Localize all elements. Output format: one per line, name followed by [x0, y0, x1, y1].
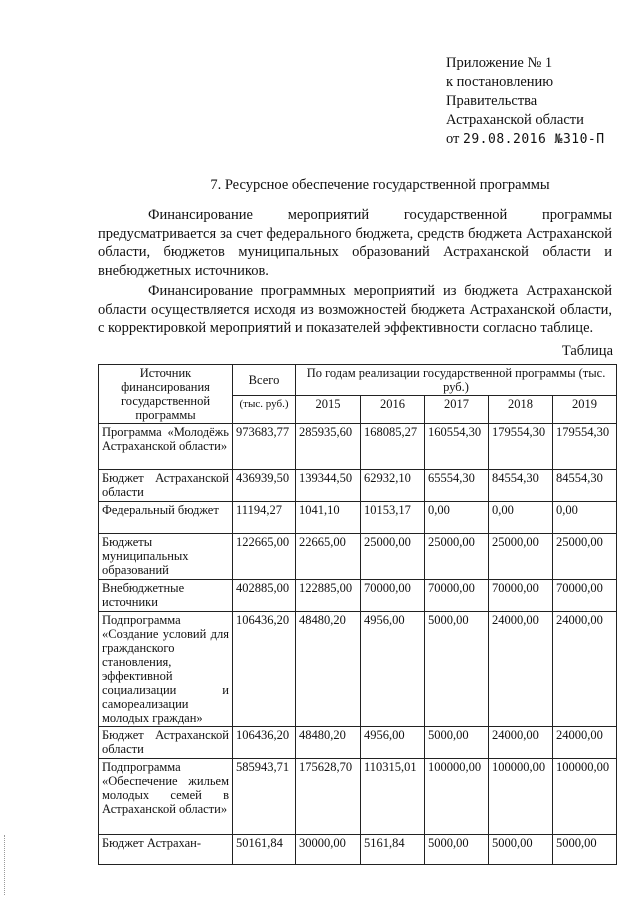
row-value-2016: 10153,17 [361, 502, 425, 534]
appendix-line-2: к постановлению [446, 74, 554, 90]
header-total: Всего [233, 365, 296, 396]
row-value-2016: 25000,00 [361, 534, 425, 580]
row-total: 402885,00 [233, 580, 296, 612]
row-value-2018: 5000,00 [489, 835, 553, 865]
table-caption: Таблица [561, 343, 613, 359]
row-total: 106436,20 [233, 727, 296, 759]
date-number-stamp: 29.08.2016 №310-П [463, 132, 605, 147]
paragraph-2-text: Финансирование программных мероприятий из бюджета Астраханской области осуществляется исходя из возможностей бюджета Астраханской области, с корректировкой мероприятий и показателей эффективности согласно таблице. [98, 283, 612, 336]
row-source: Федеральный бюджет [99, 502, 233, 534]
row-value-2018: 24000,00 [489, 612, 553, 727]
row-value-2018: 70000,00 [489, 580, 553, 612]
appendix-line-4: Астраханской области [446, 112, 584, 128]
appendix-block [446, 54, 605, 149]
table-row [99, 759, 617, 835]
appendix-date-prefix: от [446, 131, 460, 147]
row-value-2019: 70000,00 [553, 580, 617, 612]
row-value-2016: 110315,01 [361, 759, 425, 835]
row-value-2017: 100000,00 [425, 759, 489, 835]
row-total: 122665,00 [233, 534, 296, 580]
row-total: 973683,77 [233, 424, 296, 470]
row-value-2017: 5000,00 [425, 727, 489, 759]
row-value-2016: 62932,10 [361, 470, 425, 502]
row-value-2016: 5161,84 [361, 835, 425, 865]
table-row [99, 580, 617, 612]
table-row [99, 612, 617, 727]
row-value-2015: 48480,20 [296, 612, 361, 727]
row-value-2017: 5000,00 [425, 835, 489, 865]
row-total: 11194,27 [233, 502, 296, 534]
row-value-2019: 100000,00 [553, 759, 617, 835]
appendix-line-3: Правительства [446, 93, 538, 109]
row-value-2016: 4956,00 [361, 727, 425, 759]
table-row [99, 727, 617, 759]
row-source: Бюджет Астраханской области [99, 727, 233, 759]
header-total-unit: (тыс. руб.) [233, 396, 296, 424]
header-year-2019: 2019 [553, 396, 617, 424]
row-value-2015: 30000,00 [296, 835, 361, 865]
row-value-2019: 24000,00 [553, 612, 617, 727]
row-source: Программа «Молодёжь Астраханской области» [99, 424, 233, 470]
table-row [99, 424, 617, 470]
row-value-2015: 22665,00 [296, 534, 361, 580]
row-value-2015: 285935,60 [296, 424, 361, 470]
row-value-2018: 25000,00 [489, 534, 553, 580]
table-row [99, 534, 617, 580]
appendix-line-5 [446, 130, 605, 149]
section-title: 7. Ресурсное обеспечение государственной программы [210, 177, 550, 193]
row-value-2019: 179554,30 [553, 424, 617, 470]
appendix-line-1: Приложение № 1 [446, 55, 553, 71]
row-value-2019: 5000,00 [553, 835, 617, 865]
row-source: Внебюджетные источники [99, 580, 233, 612]
row-value-2017: 160554,30 [425, 424, 489, 470]
table-row [99, 835, 617, 865]
row-value-2018: 179554,30 [489, 424, 553, 470]
row-total: 436939,50 [233, 470, 296, 502]
paragraph-1-text: Финансирование мероприятий государственной программы предусматривается за счет федерального бюджета, средств бюджета Астраханской области, бюджетов муниципальных образований Астраханской области и внебюджетных источников. [98, 207, 612, 279]
table-header-row-1 [99, 365, 617, 396]
row-total: 50161,84 [233, 835, 296, 865]
row-value-2019: 0,00 [553, 502, 617, 534]
row-value-2017: 25000,00 [425, 534, 489, 580]
header-year-2016: 2016 [361, 396, 425, 424]
row-value-2015: 1041,10 [296, 502, 361, 534]
row-source: Бюджеты муниципальных образований [99, 534, 233, 580]
row-value-2019: 25000,00 [553, 534, 617, 580]
paragraph-1 [98, 206, 612, 280]
financing-table [98, 364, 617, 865]
header-year-2017: 2017 [425, 396, 489, 424]
row-value-2017: 70000,00 [425, 580, 489, 612]
row-value-2015: 139344,50 [296, 470, 361, 502]
row-value-2019: 24000,00 [553, 727, 617, 759]
row-value-2016: 4956,00 [361, 612, 425, 727]
row-value-2015: 175628,70 [296, 759, 361, 835]
row-value-2018: 0,00 [489, 502, 553, 534]
row-total: 585943,71 [233, 759, 296, 835]
row-source: Бюджет Астраханской области [99, 470, 233, 502]
row-value-2018: 24000,00 [489, 727, 553, 759]
header-source: Источник финансирования государственной программы [99, 365, 233, 424]
header-years: По годам реализации государственной программы (тыс. руб.) [296, 365, 617, 396]
row-value-2016: 168085,27 [361, 424, 425, 470]
header-year-2018: 2018 [489, 396, 553, 424]
header-year-2015: 2015 [296, 396, 361, 424]
row-value-2018: 100000,00 [489, 759, 553, 835]
row-value-2017: 0,00 [425, 502, 489, 534]
table-row [99, 470, 617, 502]
row-value-2016: 70000,00 [361, 580, 425, 612]
row-value-2019: 84554,30 [553, 470, 617, 502]
row-value-2015: 48480,20 [296, 727, 361, 759]
scan-margin-mark [4, 835, 7, 895]
row-value-2017: 65554,30 [425, 470, 489, 502]
row-source: Подпрограмма «Обеспечение жильем молодых семей в Астраханской области» [99, 759, 233, 835]
paragraph-2 [98, 282, 612, 338]
row-total: 106436,20 [233, 612, 296, 727]
row-source: Подпрограмма «Создание условий для гражданского становления, эффективной социализации и самореализации молодых граждан» [99, 612, 233, 727]
row-source: Бюджет Астрахан- [99, 835, 233, 865]
row-value-2018: 84554,30 [489, 470, 553, 502]
row-value-2017: 5000,00 [425, 612, 489, 727]
row-value-2015: 122885,00 [296, 580, 361, 612]
table-row [99, 502, 617, 534]
